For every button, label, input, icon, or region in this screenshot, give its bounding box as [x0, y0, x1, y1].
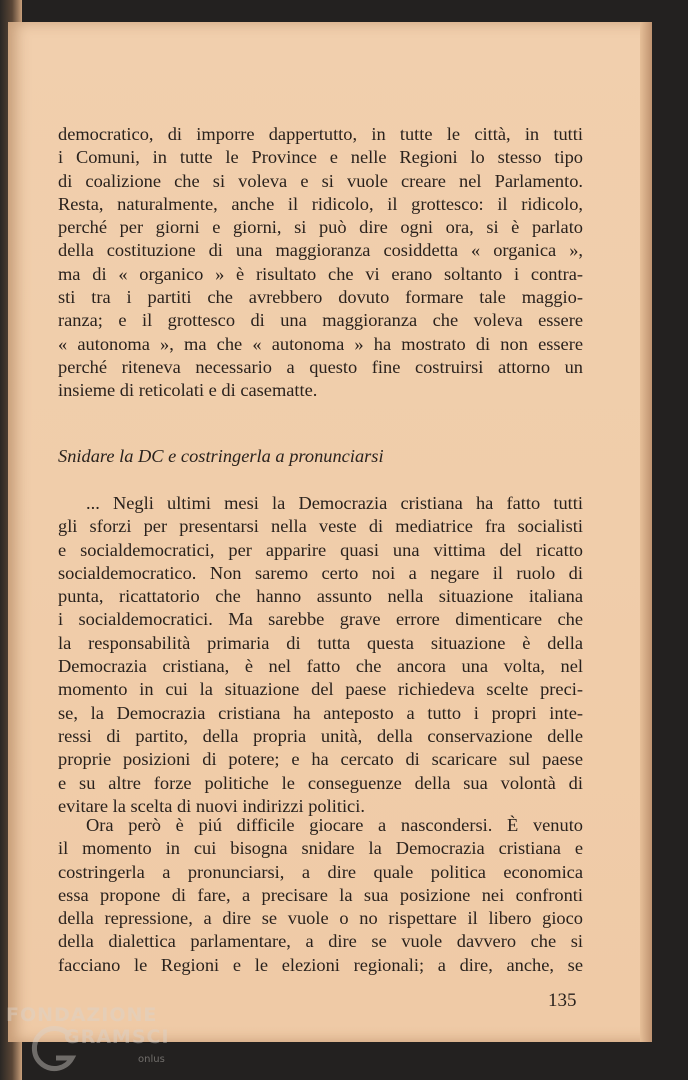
text-line: perché per giorni e giorni, si può dire ogni ora, si è parlato — [58, 217, 583, 238]
text-line: la responsabilità primaria di tutta questa situazione è della — [58, 632, 583, 653]
text-line: e su altre forze politiche le conseguenze della sua volontà di — [58, 772, 583, 793]
text-line: facciano le Regioni e le elezioni regionali; a dire, anche, se — [58, 954, 583, 975]
paragraph-1 — [58, 123, 583, 403]
text-line: i Comuni, in tutte le Province e nelle Regioni lo stesso tipo — [58, 147, 583, 168]
text-line: Ora però è piú difficile giocare a nascondersi. È venuto — [86, 815, 583, 835]
text-line: della repressione, a dire se vuole o no rispettare il libero gioco — [58, 908, 583, 929]
text-line: perché riteneva necessario a questo fine costruirsi attorno un — [58, 356, 583, 377]
section-heading: Snidare la DC e costringerla a pronunciarsi — [58, 446, 384, 466]
text-line: momento in cui la situazione del paese richiedeva scelte preci- — [58, 679, 583, 700]
text-line: proprie posizioni di potere; e ha cercato di scaricare sul paese — [58, 749, 583, 770]
text-line: ... Negli ultimi mesi la Democrazia cristiana ha fatto tutti — [86, 493, 583, 513]
watermark-line-3: onlus — [138, 1054, 165, 1065]
watermark-line-1: FONDAZIONE — [6, 1004, 158, 1026]
text-line: della dialettica parlamentare, a dire se vuole davvero che si — [58, 931, 583, 952]
text-line: essa propone di fare, a precisare la sua posizione nei confronti — [58, 884, 583, 905]
paragraph-2 — [58, 492, 583, 818]
text-line: i socialdemocratici. Ma sarebbe grave errore dimenticare che — [58, 609, 583, 630]
text-line: ma di « organico » è risultato che vi erano soltanto i contra- — [58, 263, 583, 284]
fondazione-gramsci-watermark — [6, 1004, 206, 1074]
text-line: « autonoma », ma che « autonoma » ha mostrato di non essere — [58, 333, 583, 354]
text-line: Resta, naturalmente, anche il ridicolo, il grottesco: il ridicolo, — [58, 193, 583, 214]
text-line: insieme di reticolati e di casematte. — [58, 380, 318, 401]
watermark-line-2: GRAMSCI — [64, 1026, 170, 1048]
text-line: socialdemocratico. Non saremo certo noi a negare il ruolo di — [58, 562, 583, 583]
text-line: costringerla a pronunciarsi, a dire quale politica economica — [58, 861, 583, 882]
text-line: gli sforzi per presentarsi nella veste di mediatrice fra socialisti — [58, 516, 583, 537]
text-line: della costituzione di una maggioranza cosiddetta « organica », — [58, 240, 583, 261]
text-line: evitare la scelta di nuovi indirizzi politici. — [58, 795, 365, 816]
page-edge — [640, 22, 652, 1042]
text-line: sti tra i partiti che avrebbero dovuto formare tale maggio- — [58, 287, 583, 308]
text-line: di coalizione che si voleva e si vuole creare nel Parlamento. — [58, 170, 583, 191]
text-line: Democrazia cristiana, è nel fatto che ancora una volta, nel — [58, 656, 583, 677]
text-line: ressi di partito, della propria unità, della conservazione delle — [58, 725, 583, 746]
paragraph-3 — [58, 814, 583, 977]
text-line: punta, ricattatorio che hanno assunto nella situazione italiana — [58, 586, 583, 607]
text-line: e socialdemocratici, per apparire quasi una vittima del ricatto — [58, 539, 583, 560]
text-line: il momento in cui bisogna snidare la Democrazia cristiana e — [58, 838, 583, 859]
text-line: ranza; e il grottesco di una maggioranza che voleva essere — [58, 310, 583, 331]
page-number: 135 — [548, 990, 577, 1011]
text-line: democratico, di imporre dappertutto, in tutte le città, in tutti — [58, 124, 583, 144]
text-line: se, la Democrazia cristiana ha anteposto a tutto i propri inte- — [58, 702, 583, 723]
